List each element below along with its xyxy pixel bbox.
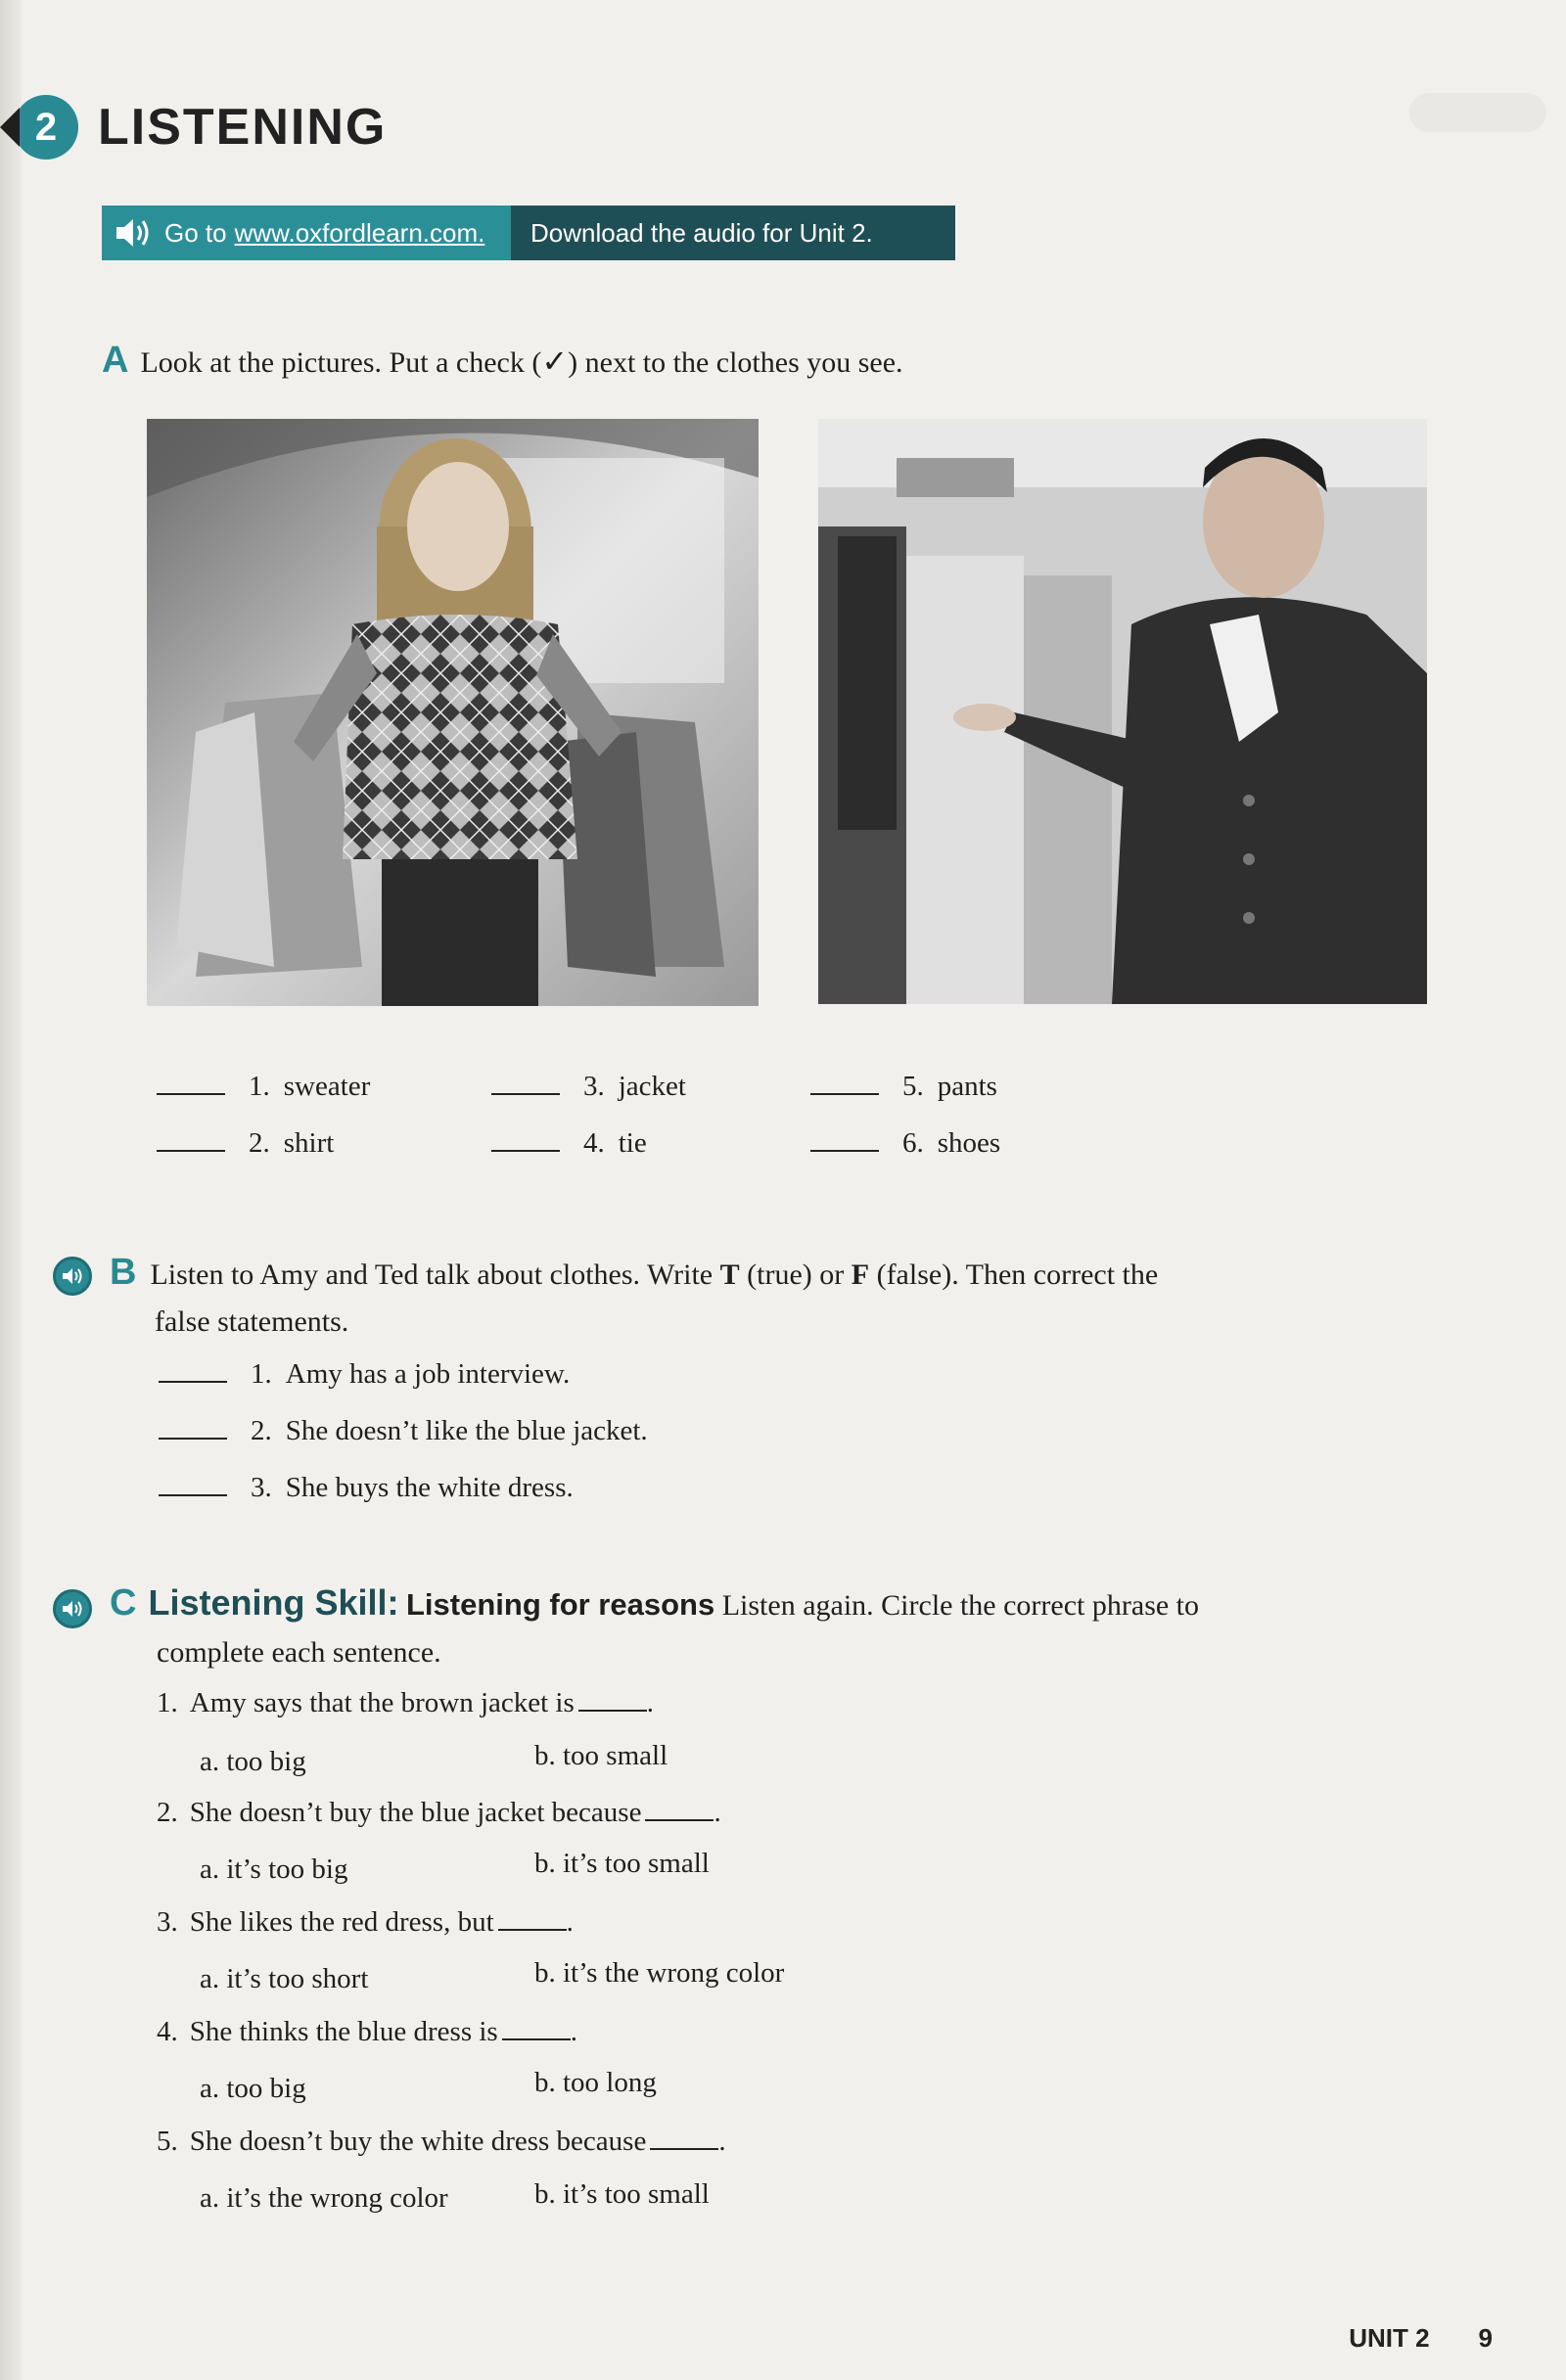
option-a[interactable]: a. too big	[200, 1746, 306, 1777]
answer-blank	[498, 1929, 567, 1931]
item-number: 4.	[583, 1127, 605, 1159]
skill-label: Listening Skill:	[148, 1582, 399, 1623]
item-label: pants	[937, 1071, 997, 1102]
question-stem: She doesn’t buy the blue jacket because	[189, 1797, 642, 1828]
download-text: Download the audio for Unit 2.	[511, 206, 955, 260]
clothing-item-2	[157, 1127, 334, 1160]
statement: She doesn’t like the blue jacket.	[285, 1415, 648, 1446]
true-false-item-3	[159, 1472, 574, 1504]
question-1	[157, 1687, 654, 1719]
question-end: .	[646, 1687, 655, 1718]
part-c-letter: C	[110, 1582, 137, 1624]
clothing-item-1	[157, 1071, 370, 1103]
statement: She buys the white dress.	[285, 1472, 574, 1503]
item-number: 6.	[902, 1127, 924, 1159]
photo-man-clothing-store	[818, 419, 1427, 1004]
item-number: 2.	[249, 1127, 270, 1159]
clothing-item-5	[810, 1071, 997, 1103]
answer-blank	[502, 2038, 571, 2040]
audio-link-box[interactable]	[102, 206, 511, 260]
audio-download-bar	[102, 206, 955, 260]
question-number: 5.	[157, 2126, 178, 2157]
question-stem: Amy says that the brown jacket is	[189, 1687, 575, 1718]
answer-blank[interactable]	[157, 1092, 225, 1095]
part-a-instruction-start: Look at the pictures. Put a check (	[140, 346, 542, 379]
clothing-item-4	[491, 1127, 647, 1160]
statement: Amy has a job interview.	[285, 1358, 571, 1390]
section-title: LISTENING	[98, 99, 388, 156]
true-marker: T	[719, 1259, 740, 1291]
question-end: .	[714, 1797, 721, 1828]
answer-blank[interactable]	[810, 1149, 879, 1152]
part-c-instruction-2: complete each sentence.	[157, 1636, 441, 1669]
question-number: 1.	[157, 1687, 178, 1718]
answer-blank[interactable]	[157, 1149, 225, 1152]
true-label: (true) or	[747, 1259, 845, 1291]
answer-blank	[645, 1819, 714, 1821]
question-3	[157, 1906, 574, 1939]
option-a[interactable]: a. it’s too big	[200, 1854, 348, 1885]
answer-blank	[578, 1710, 647, 1712]
answer-blank[interactable]	[491, 1092, 560, 1095]
section-header	[14, 94, 387, 160]
section-number-badge: 2	[14, 95, 78, 160]
question-end: .	[570, 2016, 577, 2047]
speaker-icon	[61, 1599, 84, 1619]
clothing-item-3	[491, 1071, 686, 1103]
question-5	[157, 2126, 726, 2158]
question-end: .	[566, 1906, 574, 1938]
answer-blank[interactable]	[159, 1437, 227, 1440]
item-label: shirt	[283, 1127, 335, 1159]
question-number: 4.	[157, 2016, 178, 2047]
item-number: 1.	[251, 1358, 272, 1390]
part-c-instruction-1: Listen again. Circle the correct phrase to	[721, 1589, 1200, 1622]
item-label: tie	[618, 1127, 647, 1159]
audio-play-icon[interactable]	[53, 1589, 92, 1628]
part-a-instruction	[102, 337, 1374, 387]
go-to-text: Go to	[164, 217, 227, 248]
question-4	[157, 2016, 577, 2048]
woman-illustration	[147, 419, 759, 1006]
part-b-instruction-1: Listen to Amy and Ted talk about clothes. Write	[150, 1259, 714, 1291]
show-through-text	[1409, 93, 1546, 132]
check-mark-icon: ✓	[541, 343, 569, 380]
speaker-icon	[61, 1266, 84, 1286]
part-a-letter: A	[102, 340, 129, 381]
option-b[interactable]: b. it’s too small	[534, 1848, 710, 1879]
audio-play-icon[interactable]	[53, 1257, 92, 1296]
speaker-icon	[114, 216, 155, 250]
option-b[interactable]: b. too long	[534, 2067, 657, 2098]
option-b[interactable]: b. it’s the wrong color	[534, 1957, 785, 1989]
unit-label: UNIT 2	[1349, 2323, 1430, 2353]
answer-blank[interactable]	[159, 1493, 227, 1496]
page-binding-edge	[0, 0, 22, 2380]
item-number: 3.	[251, 1472, 272, 1503]
true-false-item-2	[159, 1415, 648, 1447]
part-b-instruction	[110, 1249, 1382, 1346]
question-stem: She thinks the blue dress is	[189, 2016, 498, 2047]
answer-blank[interactable]	[159, 1380, 227, 1383]
question-number: 2.	[157, 1797, 178, 1828]
part-b-instruction-2: (false). Then correct the	[876, 1259, 1159, 1291]
item-label: jacket	[618, 1071, 686, 1102]
false-marker: F	[851, 1259, 870, 1291]
answer-blank[interactable]	[810, 1092, 879, 1095]
answer-blank	[650, 2148, 718, 2150]
true-false-item-1	[159, 1358, 570, 1391]
question-stem: She doesn’t buy the white dress because	[189, 2126, 647, 2157]
option-a[interactable]: a. it’s the wrong color	[200, 2182, 448, 2214]
part-a-instruction-end: ) next to the clothes you see.	[568, 346, 903, 379]
item-number: 1.	[249, 1071, 270, 1102]
item-number: 2.	[251, 1415, 272, 1446]
clothing-item-6	[810, 1127, 1000, 1160]
option-a[interactable]: a. too big	[200, 2073, 306, 2104]
page-footer	[1349, 2323, 1493, 2354]
question-2	[157, 1797, 721, 1829]
part-c-instruction	[110, 1579, 1382, 1676]
oxfordlearn-link[interactable]: www.oxfordlearn.com.	[234, 217, 485, 248]
question-stem: She likes the red dress, but	[189, 1906, 494, 1938]
option-b[interactable]: b. too small	[534, 1740, 668, 1771]
man-illustration	[818, 419, 1427, 1004]
question-end: .	[718, 2126, 726, 2157]
item-number: 3.	[583, 1071, 605, 1102]
answer-blank[interactable]	[491, 1149, 560, 1152]
part-b-instruction-3: false statements.	[155, 1305, 349, 1338]
option-a[interactable]: a. it’s too short	[200, 1963, 369, 1994]
page-number: 9	[1478, 2323, 1493, 2353]
photo-woman-shopping-bags	[147, 419, 759, 1006]
question-number: 3.	[157, 1906, 178, 1938]
item-label: sweater	[283, 1071, 371, 1102]
item-number: 5.	[902, 1071, 924, 1102]
part-b-letter: B	[110, 1252, 137, 1293]
option-b[interactable]: b. it’s too small	[534, 2178, 710, 2210]
item-label: shoes	[937, 1127, 1001, 1159]
skill-name: Listening for reasons	[405, 1587, 715, 1622]
